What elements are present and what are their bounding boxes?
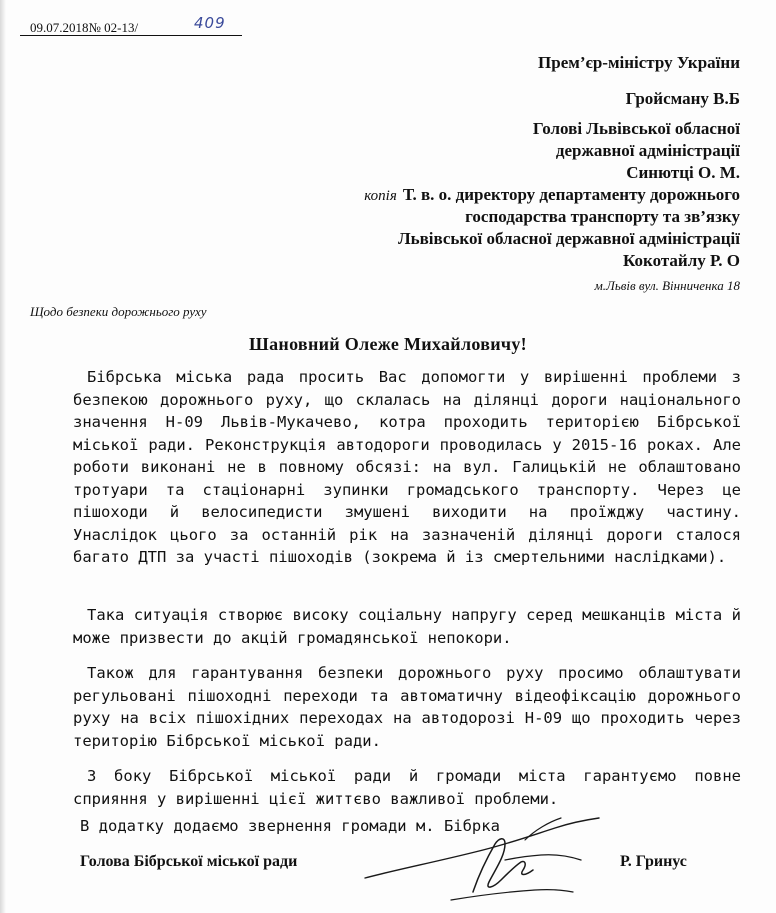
addressee-location: м.Львів вул. Вiнниченка 18 xyxy=(594,278,740,293)
addressee-prime-minister-name: Гройсману В.Б xyxy=(625,89,740,108)
addressee-road-director: Т. в. о. директору департаменту дорожнього xyxy=(402,185,740,204)
signer-name: Р. Гринус xyxy=(620,853,687,870)
addressee-road-director-name: Кокотайлу Р. О xyxy=(623,251,740,270)
attachment-note: В додатку додаємо звернення громади м. Бібрка xyxy=(80,817,500,835)
page-edge-shadow xyxy=(0,0,6,913)
addressee-copy-line xyxy=(364,184,740,207)
body-paragraph-2 xyxy=(73,604,741,649)
outgoing-reference: 09.07.2018№ 02-13/ xyxy=(30,20,139,35)
body-paragraph-1 xyxy=(73,366,741,569)
reference-underline xyxy=(20,35,242,36)
addressee-oda-head: Голові Львівської обласної xyxy=(532,119,740,138)
paragraph-text: Також для гарантування безпеки дорожнього руху просимо облаштувати регульовані пішоходні переходи та автоматичну відеофіксацію дорожнього руху на всіх пішохідних переходах на автодорозі Н-09 що проходить через територію Бібрської міської ради. xyxy=(73,664,741,750)
paragraph-text: Бібрська міська рада просить Вас допомогти у вирішенні проблеми з безпекою дорожнього руху, що склалась на ділянці дороги національного значення Н-09 Львів-Мукачево, котра проходить територією Бібрської міської ради. Реконструкція автодороги проводилась у 2015-16 роках. Але роботи виконані не в повному обсязі: на вул. Галицькій не облаштовано тротуари та стаціонарні зупинки громадського транспорту. Через це пішоходи й велосипедисти змушені виходити на проїжджу частину. Унаслідок цього за останній рік на зазначеній ділянці дороги сталося багато ДТП за участі пішоходів (зокрема й із смертельними наслідками). xyxy=(73,368,741,566)
letter-subject: Щодо безпеки дорожнього руху xyxy=(30,304,207,319)
salutation: Шановний Олеже Михайловичу! xyxy=(249,334,527,354)
signatory-title: Голова Бібрської міської ради xyxy=(80,853,298,870)
handwritten-signature xyxy=(355,800,605,910)
addressee-road-department: господарства транспорту та зв’язку xyxy=(465,207,740,226)
body-paragraph-3 xyxy=(73,662,741,752)
addressee-oda-head-name: Синютці О. М. xyxy=(626,163,740,182)
handwritten-reference-number: 409 xyxy=(194,14,226,32)
paragraph-text: Така ситуація створює високу соціальну напругу серед мешканців міста й може призвести до акцій громадянської непокори. xyxy=(73,606,741,647)
copy-label: копія xyxy=(364,188,397,204)
paragraph-text: З боку Бібрської міської ради й громади міста гарантуємо повне сприяння у вирішенні цієї життєво важливої проблеми. xyxy=(73,767,741,808)
addressee-road-administration: Львівської обласної державної адміністрації xyxy=(397,229,740,248)
addressee-oda: державної адміністрації xyxy=(555,141,740,160)
addressee-prime-minister: Прем’єр-міністру України xyxy=(538,53,740,72)
